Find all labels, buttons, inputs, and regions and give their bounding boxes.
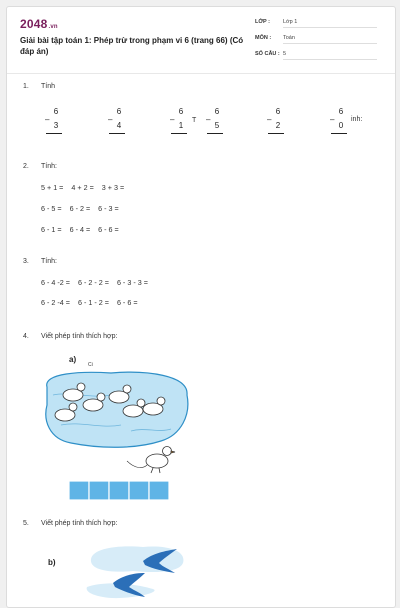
q4-part-label: a): [69, 355, 77, 364]
q1-text: Tính: [41, 83, 56, 90]
q5-number: 5.: [23, 520, 29, 527]
page-title: Giải bài tập toán 1: Phép trừ trong phạm vi 6 (trang 66) (Có đáp án): [20, 36, 244, 56]
q2-row-2: 6 - 5 = 6 - 2 = 6 - 3 =: [41, 204, 119, 213]
worksheet-header: 2048.vn Giải bài tập toán 1: Phép trừ trong phạm vi 6 (trang 66) (Có đáp án) LỚP : Lớp 1 MÔN : Toán SỐ CÂU : 5: [7, 7, 395, 74]
q3-number: 3.: [23, 258, 29, 265]
q3-text: Tính:: [41, 258, 57, 265]
worksheet: 2048.vn Giải bài tập toán 1: Phép trừ trong phạm vi 6 (trang 66) (Có đáp án) LỚP : Lớp 1 MÔN : Toán SỐ CÂU : 5 1. Tính 6 – 3 6 – 4 6 – 1 T 6 – 5 6 – 2 6 – 0 inh: 2. Tính: 5 + 1 = 4 + 2 = 3 + 3 = 6 - 5 = 6 - 2 = 6 - 3 = 6 - 1 = 6 - 4 = 6 - 6 = 3. Tính: 6 - 4 -2 = 6 - 2 - 2 = 6 - 3 - 3 = 6 - 2 -4 = 6 - 1 - 2 = 6 - 6 = 4. Viết phép tính thích hợp: a) Ci 5. Viết phép tính thích hợp: b): [6, 6, 396, 608]
q4-number: 4.: [23, 333, 29, 340]
q4-text: Viết phép tính thích hợp:: [41, 333, 118, 340]
ducks-in-pond-illustration: [41, 365, 193, 505]
q5-part-label: b): [48, 558, 56, 567]
q5-text: Viết phép tính thích hợp:: [41, 520, 118, 527]
q2-row-1: 5 + 1 = 4 + 2 = 3 + 3 =: [41, 183, 125, 192]
q4-small-text: Ci: [88, 362, 93, 368]
q2-row-3: 6 - 1 = 6 - 4 = 6 - 6 =: [41, 225, 119, 234]
swallows-in-sky-illustration: [83, 539, 193, 607]
q1-number: 1.: [23, 83, 29, 90]
q1-stray-letter: T: [192, 117, 197, 124]
q2-number: 2.: [23, 163, 29, 170]
q3-row-2: 6 - 2 -4 = 6 - 1 - 2 = 6 - 6 =: [41, 298, 138, 307]
q3-row-1: 6 - 4 -2 = 6 - 2 - 2 = 6 - 3 - 3 =: [41, 278, 148, 287]
q1-stray-text: inh:: [351, 116, 363, 123]
site-logo[interactable]: 2048.vn: [20, 17, 58, 31]
q2-text: Tính:: [41, 163, 57, 170]
